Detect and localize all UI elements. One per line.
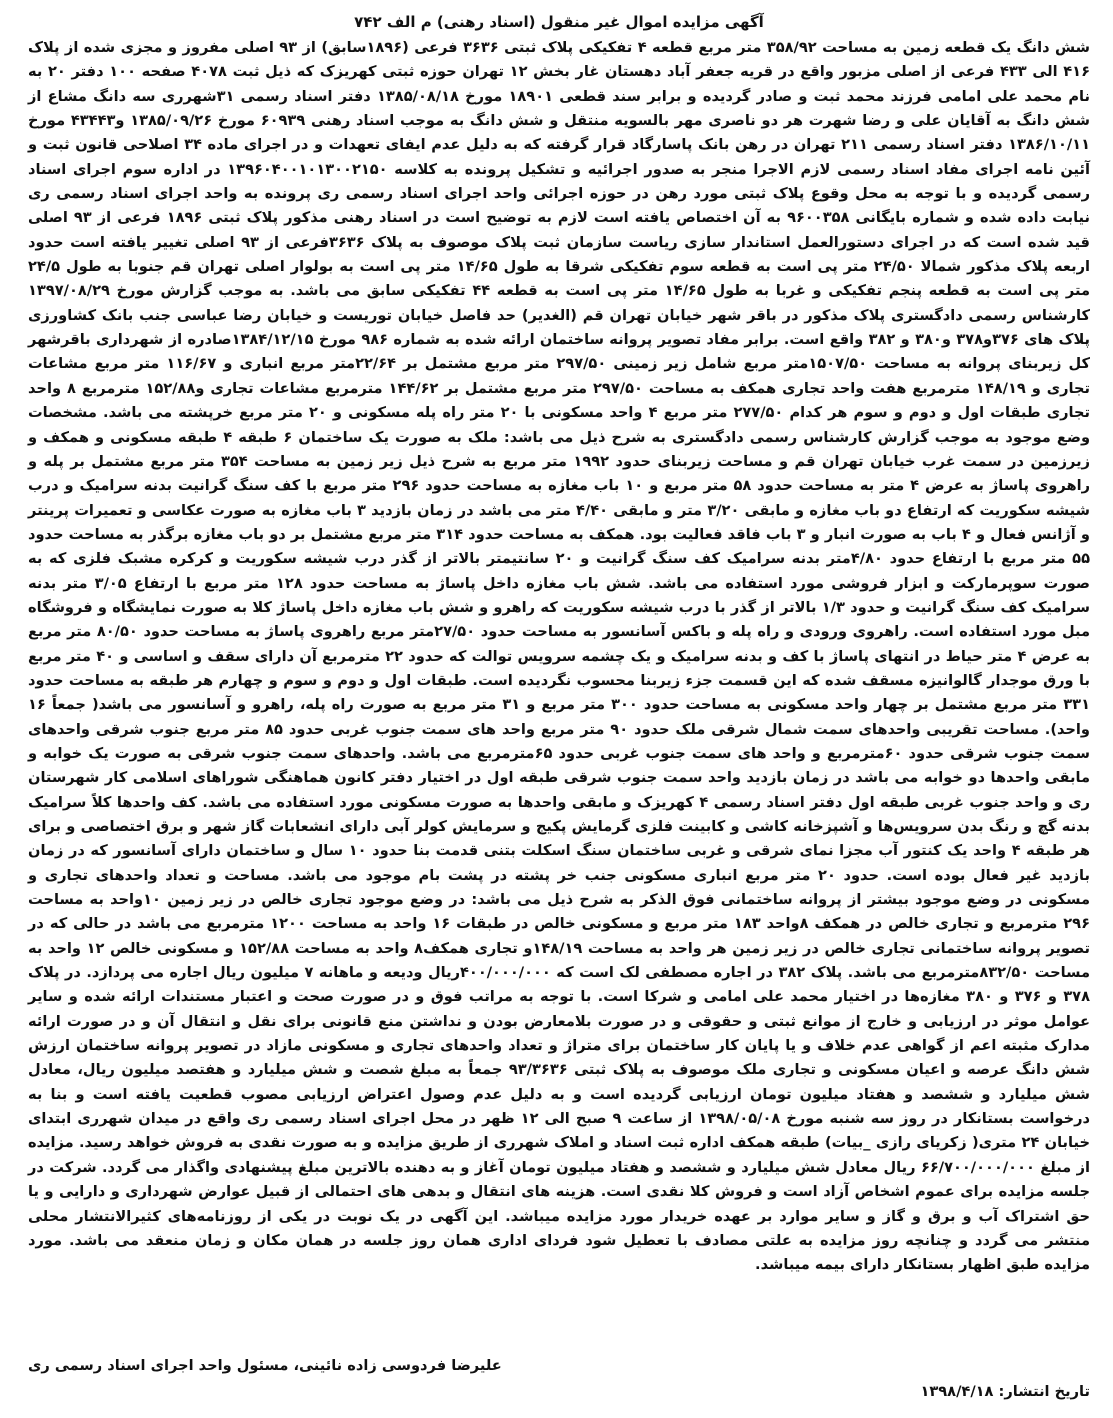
- notice-signer: علیرضا فردوسی زاده نائینی، مسئول واحد اجرای اسناد رسمی ری: [28, 1357, 502, 1374]
- publication-date: تاریخ انتشار: ۱۳۹۸/۴/۱۸: [920, 1383, 1090, 1400]
- notice-footer: [28, 1354, 1090, 1406]
- notice-title: آگهی مزایده اموال غیر منقول (اسناد رهنی) م الف ۷۴۲: [354, 13, 764, 31]
- notice-body: شش دانگ یک قطعه زمین به مساحت ۳۵۸/۹۲ متر مربع قطعه ۴ تفکیکی پلاک ثبتی ۳۶۳۶ فرعی (۱۸۹۶سابق) از ۹۳ اصلی مفروز و مجزی شده از پلاک ۴۱۶ الی ۴۳۳ فرعی از اصلی مزبور واقع در قریه جعفر آباد دهستان غار بخش ۱۲ تهران حوزه ثبتی کهریزک که ذیل ثبت ۴۰۷۸ صفحه ۱۰۰ دفتر ۲۰ به نام محمد علی امامی فرزند محمد ثبت و صادر گردیده و برابر سند قطعی ۱۸۹۰۱ مورخ ۱۳۸۵/۰۸/۱۸ دفتر اسناد رسمی ۳۱شهرری سه دانگ مشاع از شش دانگ به آقایان علی و رضا شهرت هر دو ناصری مهر بالسویه منتقل و شش دانگ به موجب اسناد رهنی ۶۰۹۳۹ مورخ ۱۳۸۵/۰۹/۲۶ و۴۳۴۴۳ مورخ ۱۳۸۶/۱۰/۱۱ دفتر اسناد رسمی ۲۱۱ تهران در رهن بانک پاسارگاد قرار گرفته که به دلیل عدم ایفای تعهدات و در اجرای ماده ۳۴ اصلاحی قانون ثبت و آئین نامه اجرای مفاد اسناد رسمی لازم الاجرا منجر به صدور اجرائیه و تشکیل پرونده به کلاسه ۱۳۹۶۰۴۰۰۱۰۱۳۰۰۲۱۵۰ در اداره سوم اجرای اسناد رسمی گردیده و با توجه به محل وقوع پلاک ثبتی مورد رهن در حوزه اجرائی واحد اجرای اسناد رسمی ری پرونده به واحد اجرای اسناد رسمی ری نیابت داده شده و شماره بایگانی ۹۶۰۰۳۵۸ به آن اختصاص یافته است لازم به توضیح است در اسناد رهنی مذکور پلاک ثبتی ۱۸۹۶ فرعی از ۹۳ اصلی قید شده است که در اجرای دستورالعمل استاندار سازی ریاست سازمان ثبت پلاک موصوف به پلاک ۳۶۳۶فرعی از ۹۳ اصلی تغییر یافته است حدود اربعه پلاک مذکور شمالا ۲۴/۵۰ متر پی است به قطعه سوم تفکیکی شرقا به طول ۱۴/۶۵ متر پی است به بولوار اصلی تهران قم جنوبا به طول ۲۴/۵ متر پی است به قطعه پنجم تفکیکی و غربا به طول ۱۴/۶۵ متر پی است به قطعه ۴۴ تفکیکی سابق می باشد. به موجب گزارش مورخ ۱۳۹۷/۰۸/۲۹ کارشناس رسمی دادگستری پلاک مذکور در باقر شهر خیابان تهران قم (الغدیر) حد فاصل خیابان توریست و خیابان رضا عباسی جنب بانک کشاورزی پلاک های ۳۷۶و۳۷۸ و۳۸۰ و ۳۸۲ واقع است. برابر مفاد تصویر پروانه ساختمان ارائه شده به شماره ۹۸۶ مورخ ۱۳۸۴/۱۲/۱۵صادره از شهرداری باقرشهر کل زیربنای پروانه به مساحت ۱۵۰۷/۵۰متر مربع شامل زیر زمینی ۲۹۷/۵۰ متر مربع مشتمل بر ۲۲/۶۴متر مربع انباری و ۱۱۶/۶۷ متر مربع مشاعات تجاری و ۱۴۸/۱۹ مترمربع هفت واحد تجاری همکف به مساحت ۲۹۷/۵۰ متر مربع مشتمل بر ۱۴۴/۶۲ مترمربع مشاعات تجاری و۱۵۲/۸۸ مترمربع ۸ واحد تجاری طبقات اول و دوم و سوم هر کدام ۲۷۷/۵۰ متر مربع ۴ واحد مسکونی با ۲۰ متر راه پله مسکونی و ۲۰ متر مربع خرپشته می باشد. مشخصات وضع موجود به موجب گزارش کارشناس رسمی دادگستری به شرح ذیل می باشد: ملک به صورت یک ساختمان ۶ طبقه ۴ طبقه مسکونی و همکف و زیرزمین در سمت غرب خیابان تهران قم و مساحت زیربنای حدود ۱۹۹۲ متر مربع به شرح ذیل زیر زمین به مساحت ۳۵۴ متر مربع مشتمل بر پله و راهروی پاساژ به عرض ۴ متر به مساحت حدود ۵۸ متر مربع و ۱۰ باب مغازه به مساحت حدود ۲۹۶ متر مربع با کف سنگ گرانیت بدنه سرامیک و درب شیشه سکوریت که ارتفاع دو باب مغازه و مابقی ۳/۲۰ متر و مابقی ۴/۴۰ متر می باشد در زمان بازدید ۳ باب مغازه به صورت عکاسی و تعمیرات پرینتر و آژانس فعال و ۴ باب به صورت انبار و ۳ باب فاقد فعالیت بود. همکف به مساحت حدود ۳۱۴ متر مربع مشتمل بر دو باب مغازه برگذر به مساحت حدود ۵۵ متر مربع با ارتفاع حدود ۴/۸۰متر بدنه سرامیک کف سنگ گرانیت و ۲۰ سانتیمتر بالاتر از گذر درب شیشه سکوریت و کرکره مشبک فلزی که به صورت سوپرمارکت و ابزار فروشی مورد استفاده می باشد. شش باب مغازه داخل پاساژ به مساحت حدود ۱۲۸ متر مربع با ارتفاع ۳/۰۵ متر بدنه سرامیک کف سنگ گرانیت و حدود ۱/۳ بالاتر از گذر با درب شیشه سکوریت که راهرو و شش باب مغازه داخل پاساژ کلا به صورت نمایشگاه و فروشگاه مبل مورد استفاده است. راهروی ورودی و راه پله و باکس آسانسور به مساحت حدود ۲۷/۵۰متر مربع راهروی پاساژ به مساحت حدود ۸۰/۵۰ متر مربع به عرض ۴ متر حیاط در انتهای پاساژ با کف و بدنه سرامیک و یک چشمه سرویس توالت که حدود ۲۲ مترمربع آن دارای سقف و اساسی و ۴۰ متر مربع با ورق موجدار گالوانیزه مسقف شده که این قسمت جزء زیربنا محسوب نگردیده است. طبقات اول و دوم و سوم و چهارم هر طبقه به مساحت حدود ۳۳۱ متر مربع مشتمل بر چهار واحد مسکونی به مساحت حدود ۳۰۰ متر مربع و ۳۱ متر مربع به صورت راه پله، راهرو و آسانسور می باشد( جمعاً ۱۶ واحد). مساحت تقریبی واحدهای سمت شمال شرقی ملک حدود ۹۰ متر مربع واحد های سمت جنوب غربی حدود ۸۵ متر مربع جنوب شرقی واحدهای سمت جنوب شرقی حدود ۶۰مترمربع و واحد های سمت جنوب غربی حدود ۶۵مترمربع می باشد. واحدهای سمت جنوب شرقی به صورت یک خوابه و مابقی واحدها دو خوابه می باشد در زمان بازدید واحد سمت جنوب شرقی طبقه اول در اختیار دفتر کانون هماهنگی شوراهای اسلامی کار شهرستان ری و واحد جنوب غربی طبقه اول دفتر اسناد رسمی ۴ کهریزک و مابقی واحدها به صورت مسکونی مورد استفاده می باشد. کف واحدها کلاً سرامیک بدنه گچ و رنگ بدن سرویس‌ها و آشپزخانه کاشی و کابینت فلزی گرمایش پکیج و سرمایش کولر آبی دارای انشعابات گاز شهر و برق اختصاصی و برای هر طبقه ۴ واحد یک کنتور آب مجزا نمای شرقی و غربی ساختمان سنگ اسکلت بتنی قدمت بنا حدود ۱۰ سال و ساختمان دارای آسانسور که در زمان بازدید غیر فعال بوده است. حدود ۲۰ متر مربع انباری مسکونی جنب خر پشته در پشت بام موجود می باشد. مساحت و تعداد واحدهای تجاری و مسکونی در وضع موجود بیشتر از پروانه ساختمانی فوق الذکر به شرح ذیل می باشد: در وضع موجود تجاری خالص در زیر زمین ۱۰واحد به مساحت ۲۹۶ مترمربع و تجاری خالص در همکف ۸واحد ۱۸۳ متر مربع و مسکونی خالص در طبقات ۱۶ واحد به مساحت ۱۲۰۰ مترمربع می باشد در حالی که در تصویر پروانه ساختمانی تجاری خالص در زیر زمین هر واحد به مساحت ۱۴۸/۱۹و تجاری همکف۸ واحد به مساحت ۱۵۲/۸۸ و مسکونی خالص ۱۲ واحد به مساحت ۸۳۲/۵۰مترمربع می باشد. پلاک ۳۸۲ در اجاره مصطفی لک است که ۴۰۰/۰۰۰/۰۰۰ریال ودیعه و ماهانه ۷ میلیون ریال اجاره می پردازد. در پلاک ۳۷۸ و ۳۷۶ و ۳۸۰ مغازه‌ها در اختیار محمد علی امامی و شرکا است. با توجه به مراتب فوق و در صورت صحت و اعتبار مستندات ارائه شده و سایر عوامل موثر در ارزیابی و خارج از موانع ثبتی و حقوقی و در صورت بلامعارض بودن و نداشتن منع قانونی برای نقل و انتقال آن و در صورت ارائه مدارک مثبته اعم از گواهی عدم خلاف و یا پایان کار ساختمان برای متراژ و تعداد واحدهای تجاری و مسکونی مازاد در تصویر پروانه ساختمان ارزش شش دانگ عرصه و اعیان مسکونی و تجاری ملک موصوف به پلاک ثبتی ۹۳/۳۶۳۶ جمعاً به مبلغ شصت و شش میلیارد و هفتصد میلیون ریال، معادل شش میلیارد و ششصد و هفتاد میلیون تومان ارزیابی گردیده است و به دلیل عدم وصول اعتراض ارزیابی مصوب قطعیت یافته است و بنا به درخواست بستانکار در روز سه شنبه مورخ ۱۳۹۸/۰۵/۰۸ از ساعت ۹ صبح الی ۱۲ ظهر در محل اجرای اسناد رسمی ری واقع در میدان شهرری ابتدای خیابان ۲۴ متری( زکریای رازی _بیات) طبقه همکف اداره ثبت اسناد و املاک شهرری از طریق مزایده و به صورت نقدی به فروش خواهد رسید. مزایده از مبلغ ۶۶/۷۰۰/۰۰۰/۰۰۰ ریال معادل شش میلیارد و ششصد و هفتاد میلیون تومان آغاز و به دهنده بالاترین مبلغ پیشنهادی واگذار می گردد. شرکت در جلسه مزایده برای عموم اشخاص آزاد است و فروش کلا نقدی است. هزینه های انتقال و بدهی های احتمالی از قبیل عوارض شهرداری و دارایی و یا حق اشتراک آب و برق و گاز و سایر موارد بر عهده خریدار مورد مزایده میباشد. این آگهی در یک نوبت در یکی از روزنامه‌های کثیرالانتشار محلی منتشر می گردد و چنانچه روز مزایده به علتی مصادف با تعطیل شود فردای اداری همان روز جلسه در همان مکان و زمان منعقد می باشد. مورد مزایده طبق اظهار بستانکار دارای بیمه میباشد.: [28, 39, 1091, 1274]
- auction-notice: [28, 10, 1090, 1406]
